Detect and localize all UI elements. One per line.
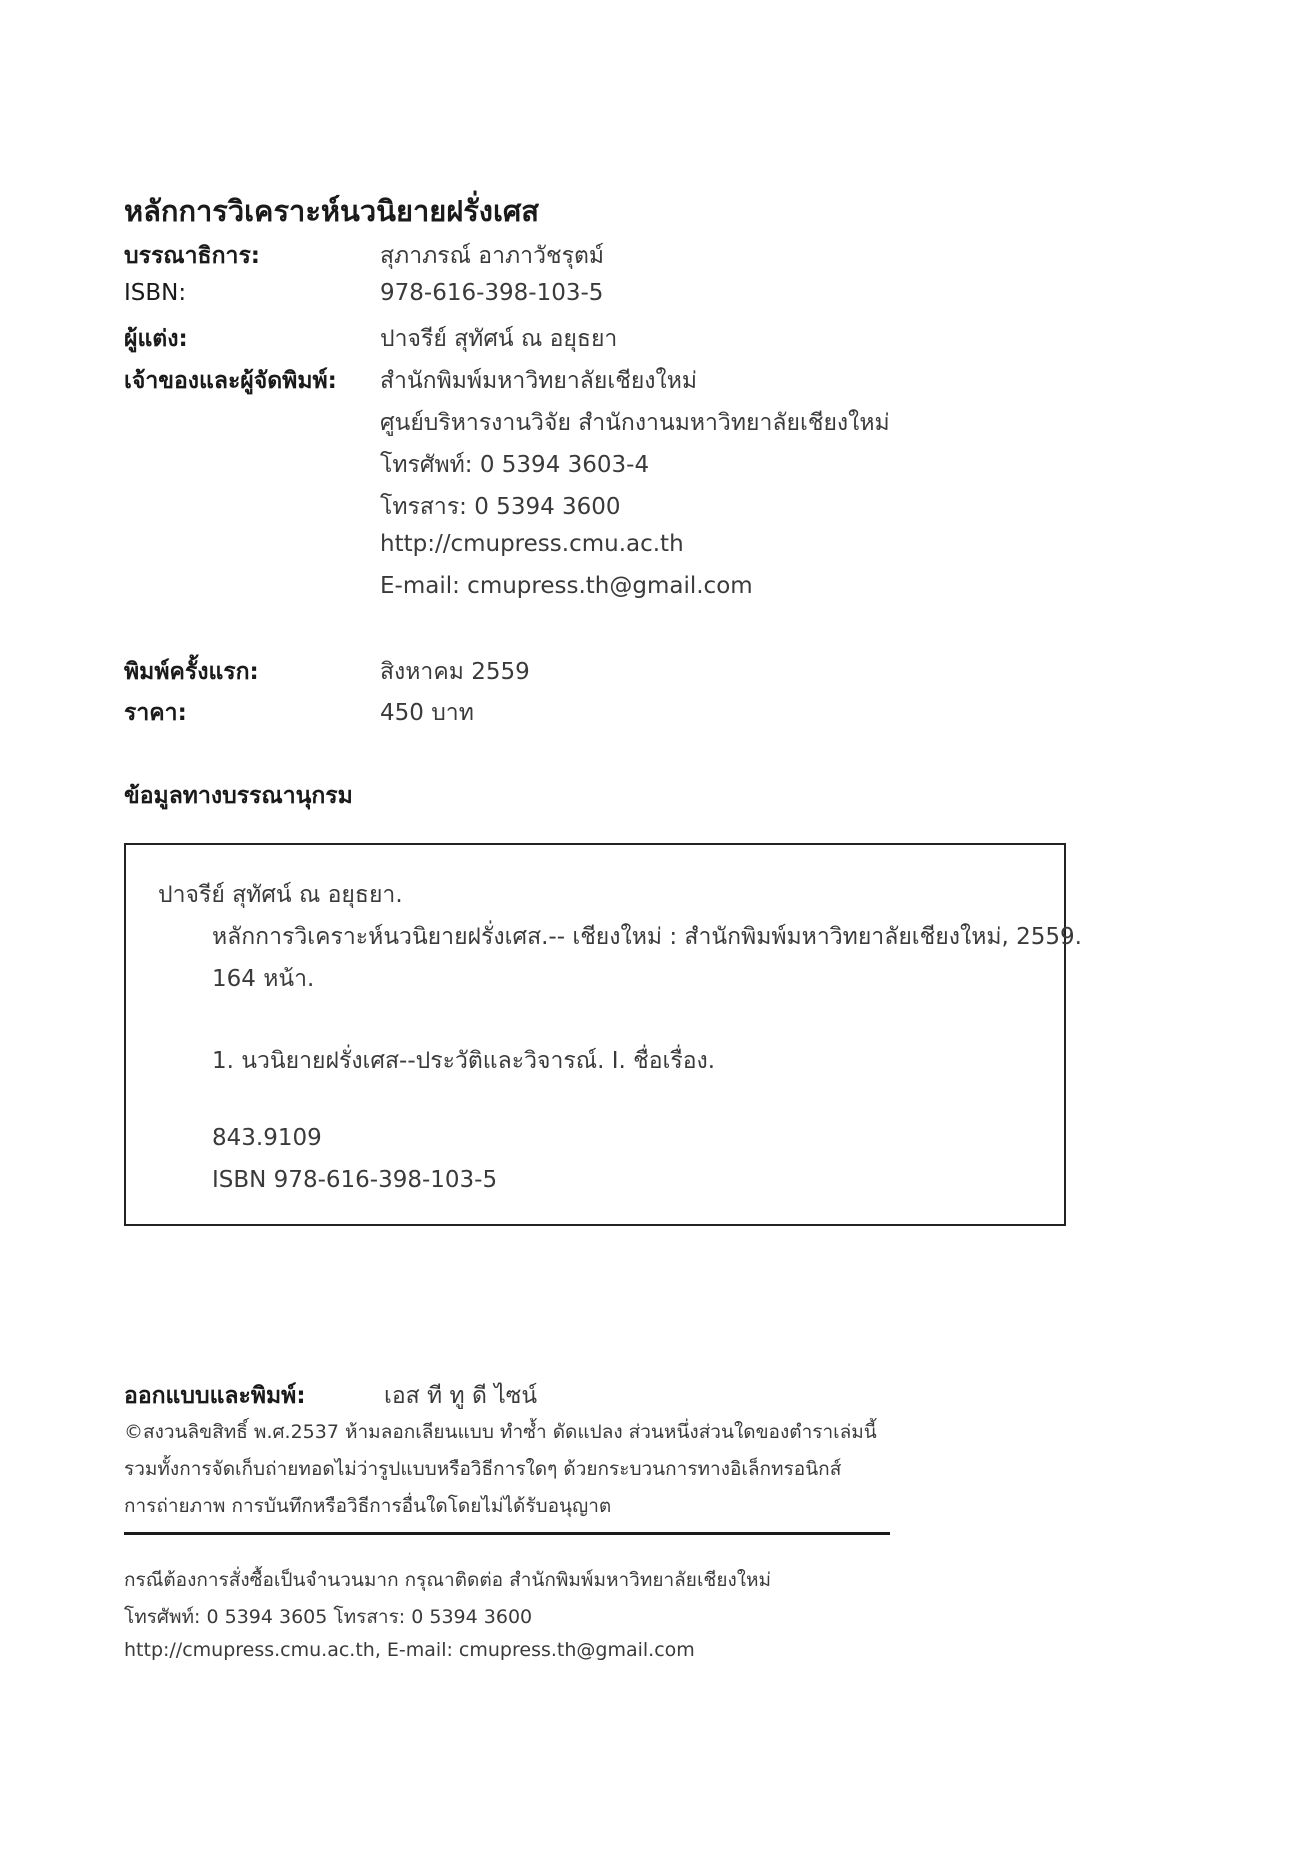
publisher-line-phone: โทรศัพท์: 0 5394 3603-4 (380, 452, 650, 478)
price-label: ราคา: (124, 700, 187, 726)
contact-line-order: กรณีต้องการสั่งซื้อเป็นจำนวนมาก กรุณาติดต่อ สำนักพิมพ์มหาวิทยาลัยเชียงใหม่ (124, 1569, 772, 1591)
design-value: เอส ที ทู ดี ไซน์ (384, 1383, 538, 1409)
copyright-line-1: ©สงวนลิขสิทธิ์ พ.ศ.2537 ห้ามลอกเลียนแบบ ทำซ้ำ ดัดแปลง ส่วนหนึ่งส่วนใดของตำราเล่มนี้ (124, 1421, 877, 1443)
cip-box (124, 843, 1082, 1226)
cataloging-heading: ข้อมูลทางบรรณานุกรม (124, 783, 353, 809)
editor-value: สุภาภรณ์ อาภาวัชรุตม์ (380, 243, 605, 269)
copyright-line-3: การถ่ายภาพ การบันทึกหรือวิธีการอื่นใดโดยไม่ได้รับอนุญาต (124, 1495, 612, 1517)
publisher-line-website: http://cmupress.cmu.ac.th (380, 531, 684, 557)
design-label: ออกแบบและพิมพ์: (124, 1383, 306, 1409)
publisher-line-fax: โทรสาร: 0 5394 3600 (380, 494, 621, 520)
cip-subject: 1. นวนิยายฝรั่งเศส--ประวัติและวิจารณ์. I. ชื่อเรื่อง. (212, 1048, 716, 1074)
cip-isbn: ISBN 978-616-398-103-5 (212, 1167, 498, 1193)
isbn-label: ISBN: (124, 280, 187, 306)
isbn-value: 978-616-398-103-5 (380, 280, 604, 306)
price-value: 450 บาท (380, 700, 474, 726)
cip-pages: 164 หน้า. (212, 966, 315, 992)
footer-divider (124, 1532, 890, 1535)
publisher-line-name: สำนักพิมพ์มหาวิทยาลัยเชียงใหม่ (380, 368, 698, 394)
cip-classification: 843.9109 (212, 1125, 322, 1151)
publisher-line-email: E-mail: cmupress.th@gmail.com (380, 573, 753, 599)
author-label: ผู้แต่ง: (124, 326, 188, 352)
author-value: ปาจรีย์ สุทัศน์ ณ อยุธยา (380, 326, 618, 352)
publisher-line-office: ศูนย์บริหารงานวิจัย สำนักงานมหาวิทยาลัยเชียงใหม่ (380, 410, 890, 436)
book-title: หลักการวิเคราะห์นวนิยายฝรั่งเศส (124, 194, 539, 228)
cip-author: ปาจรีย์ สุทัศน์ ณ อยุธยา. (158, 882, 403, 908)
first-print-value: สิงหาคม 2559 (380, 659, 530, 685)
editor-label: บรรณาธิการ: (124, 243, 260, 269)
publisher-label: เจ้าของและผู้จัดพิมพ์: (124, 368, 337, 394)
contact-line-phone: โทรศัพท์: 0 5394 3605 โทรสาร: 0 5394 3600 (124, 1606, 533, 1628)
copyright-line-2: รวมทั้งการจัดเก็บถ่ายทอดไม่ว่ารูปแบบหรือวิธีการใดๆ ด้วยกระบวนการทางอิเล็กทรอนิกส์ (124, 1458, 842, 1480)
first-print-label: พิมพ์ครั้งแรก: (124, 659, 259, 685)
contact-line-web: http://cmupress.cmu.ac.th, E-mail: cmupress.th@gmail.com (124, 1639, 695, 1661)
cip-title: หลักการวิเคราะห์นวนิยายฝรั่งเศส.-- เชียงใหม่ : สำนักพิมพ์มหาวิทยาลัยเชียงใหม่, 2559. (212, 924, 1082, 950)
